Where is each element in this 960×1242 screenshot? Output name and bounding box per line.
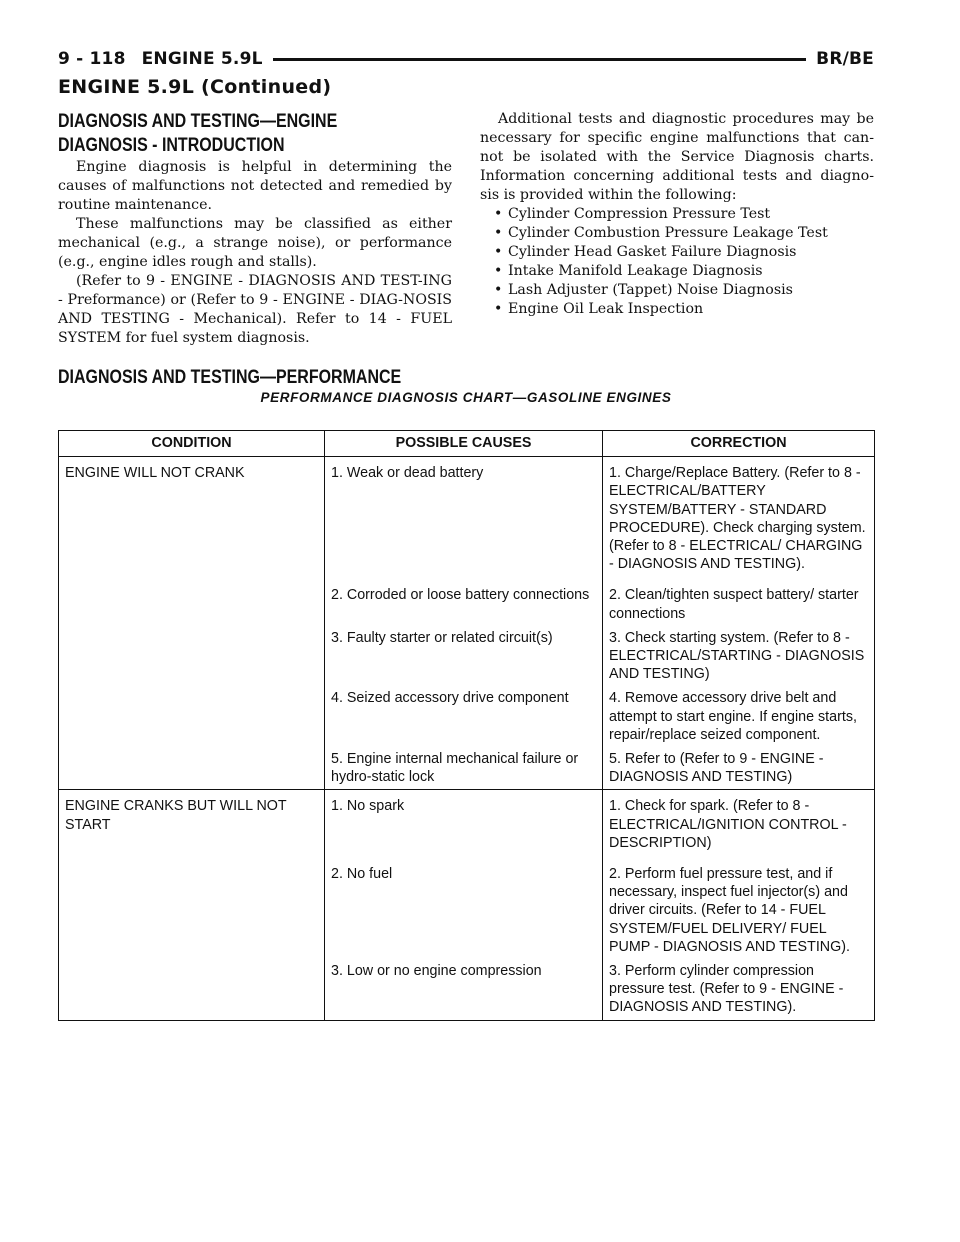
table-row <box>59 626 875 687</box>
cause-cell: 3. Low or no engine compression <box>325 959 603 1020</box>
list-item: • Intake Manifold Leakage Diagnosis <box>494 263 763 279</box>
header-rule <box>273 58 807 61</box>
bullet-icon: • <box>494 206 503 222</box>
table-row <box>59 790 875 862</box>
table-header-row <box>59 431 875 457</box>
chart-title: PERFORMANCE DIAGNOSIS CHART—GASOLINE ENGINES <box>260 390 672 405</box>
bullet-icon: • <box>494 301 503 317</box>
continued-heading: ENGINE 5.9L (Continued) <box>58 76 332 98</box>
condition-cell: ENGINE WILL NOT CRANK <box>59 457 325 584</box>
column-header-causes: POSSIBLE CAUSES <box>325 431 603 457</box>
bullet-icon: • <box>494 282 503 298</box>
page-header <box>58 44 874 74</box>
model-code: BR/BE <box>816 49 874 69</box>
additional-tests-column <box>480 110 874 319</box>
table-row <box>59 583 875 625</box>
performance-diagnosis-table <box>58 430 875 1021</box>
intro-column <box>58 110 452 348</box>
intro-paragraph: These malfunctions may be classified as either mechanical (e.g., a strange noise), or performance (e.g., engine idles rough and stalls). <box>58 216 452 270</box>
cause-cell: 2. Corroded or loose battery connections <box>325 583 603 625</box>
correction-cell: 5. Refer to (Refer to 9 - ENGINE - DIAGNOSIS AND TESTING) <box>603 747 875 790</box>
cause-cell: 1. No spark <box>325 790 603 862</box>
column-header-correction: CORRECTION <box>603 431 875 457</box>
column-header-condition: CONDITION <box>59 431 325 457</box>
list-item: • Cylinder Combustion Pressure Leakage Test <box>494 225 828 241</box>
intro-paragraph: Engine diagnosis is helpful in determining the causes of malfunctions not detected and remedied by routine maintenance. <box>58 159 452 213</box>
correction-cell: 2. Perform fuel pressure test, and if necessary, inspect fuel injector(s) and driver circuits. (Refer to 14 - FUEL SYSTEM/FUEL DELIVERY/ FUEL PUMP - DIAGNOSIS AND TESTING). <box>609 866 850 955</box>
correction-cell: 1. Check for spark. (Refer to 8 - ELECTRICAL/IGNITION CONTROL - DESCRIPTION) <box>609 798 847 851</box>
intro-title-line1: DIAGNOSIS AND TESTING—ENGINE <box>58 110 338 132</box>
cause-cell: 1. Weak or dead battery <box>325 457 603 584</box>
intro-paragraph: (Refer to 9 - ENGINE - DIAGNOSIS AND TEST-ING - Preformance) or (Refer to 9 - ENGINE - DIAG-NOSIS AND TESTING - Mechanical). Refer to 14 - FUEL SYSTEM for fuel system diagnosis. <box>58 273 452 346</box>
list-item: • Lash Adjuster (Tappet) Noise Diagnosis <box>494 282 793 298</box>
correction-cell: 3. Perform cylinder compression pressure test. (Refer to 9 - ENGINE - DIAGNOSIS AND TESTING). <box>603 959 875 1020</box>
cause-cell: 5. Engine internal mechanical failure or hydro-static lock <box>325 747 603 790</box>
correction-cell: 3. Check starting system. (Refer to 8 - ELECTRICAL/STARTING - DIAGNOSIS AND TESTING) <box>609 629 865 683</box>
bullet-icon: • <box>494 244 503 260</box>
section-name: ENGINE 5.9L <box>141 49 263 69</box>
table-row <box>59 747 875 790</box>
list-item: • Cylinder Compression Pressure Test <box>494 206 771 222</box>
bullet-icon: • <box>494 263 503 279</box>
list-item: • Cylinder Head Gasket Failure Diagnosis <box>494 244 797 260</box>
cause-cell: 2. No fuel <box>325 862 603 959</box>
bullet-icon: • <box>494 225 503 241</box>
cause-cell: 4. Seized accessory drive component <box>325 686 603 747</box>
additional-paragraph: Additional tests and diagnostic procedures may be necessary for specific engine malfunctions that can-not be isolated with the Service Diagnosis charts. Information concerning additional tests and diagno-sis is provided within the following: <box>480 111 874 203</box>
performance-title: DIAGNOSIS AND TESTING—PERFORMANCE <box>58 366 402 388</box>
table-row <box>59 686 875 747</box>
cause-cell: 3. Faulty starter or related circuit(s) <box>325 626 603 687</box>
table-row <box>59 959 875 1020</box>
condition-cell: ENGINE CRANKS BUT WILL NOT START <box>59 790 325 862</box>
intro-title-line2: DIAGNOSIS - INTRODUCTION <box>58 134 285 156</box>
correction-cell: 4. Remove accessory drive belt and attempt to start engine. If engine starts, repair/replace seized component. <box>609 690 857 743</box>
correction-cell: 1. Charge/Replace Battery. (Refer to 8 - ELECTRICAL/BATTERY SYSTEM/BATTERY - STANDARD PROCEDURE). Check charging system. (Refer to 8 - ELECTRICAL/ CHARGING - DIAGNOSIS AND TESTING). <box>609 465 866 573</box>
page-number: 9 - 118 <box>58 49 126 69</box>
table-row <box>59 457 875 584</box>
correction-cell: 2. Clean/tighten suspect battery/ starter connections <box>609 587 859 622</box>
list-item: • Engine Oil Leak Inspection <box>494 301 704 317</box>
table-row <box>59 862 875 959</box>
additional-tests-list <box>480 205 874 319</box>
